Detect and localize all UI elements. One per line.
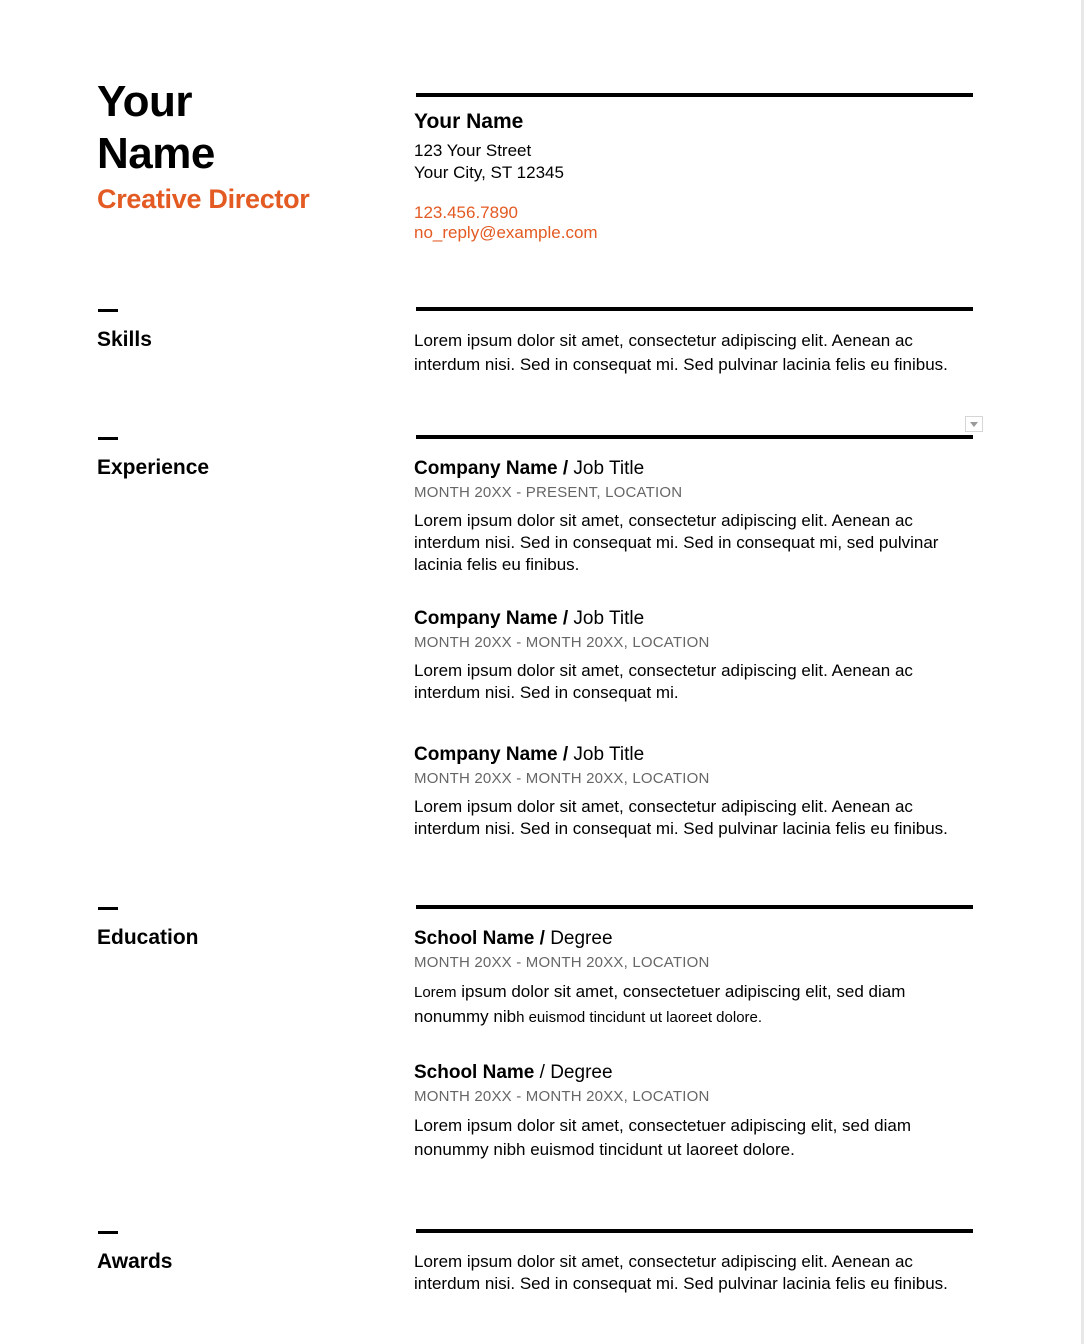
awards-label: Awards	[97, 1250, 173, 1273]
degree: / Degree	[534, 1062, 613, 1083]
awards-rule	[416, 1229, 973, 1233]
skills-label: Skills	[97, 328, 152, 351]
entry-description: Lorem ipsum dolor sit amet, consectetur adipiscing elit. Aenean ac interdum nisi. Sed in consequat mi.	[414, 661, 913, 702]
job-title: Job Title	[568, 608, 645, 629]
education-dash	[98, 907, 118, 910]
experience-label: Experience	[97, 456, 210, 479]
entry-dates-location: MONTH 20XX - MONTH 20XX, LOCATION	[414, 634, 710, 651]
awards-section	[414, 1251, 974, 1295]
school-name: School Name /	[414, 928, 545, 949]
education-entry	[414, 927, 974, 1030]
degree: Degree	[544, 928, 613, 949]
company-name: Company Name /	[414, 608, 569, 629]
experience-rule	[416, 435, 973, 439]
desc-part-c: h euismod tincidunt ut laoreet dolore.	[516, 1009, 763, 1026]
entry-description	[414, 980, 974, 1030]
contact-street: 123 Your Street	[414, 141, 532, 160]
entry-description: Lorem ipsum dolor sit amet, consectetur adipiscing elit. Aenean ac interdum nisi. Sed in consequat mi. Sed pulvinar lacinia felis eu finibus.	[414, 797, 948, 838]
contact-name: Your Name	[414, 110, 524, 133]
experience-dash	[98, 437, 118, 440]
job-title: Job Title	[568, 744, 645, 765]
contact-email[interactable]: no_reply@example.com	[414, 223, 598, 242]
company-name: Company Name /	[414, 458, 569, 479]
school-name: School Name	[414, 1062, 535, 1083]
role-title: Creative Director	[97, 184, 310, 214]
entry-dates-location: MONTH 20XX - MONTH 20XX, LOCATION	[414, 954, 710, 971]
chevron-down-icon[interactable]	[965, 416, 983, 432]
desc-part-a: Lorem	[414, 984, 457, 1001]
awards-text: Lorem ipsum dolor sit amet, consectetur adipiscing elit. Aenean ac interdum nisi. Sed in consequat mi. Sed pulvinar lacinia felis eu finibus.	[414, 1252, 948, 1293]
contact-city: Your City, ST 12345	[414, 163, 564, 182]
skills-rule	[416, 307, 973, 311]
skills-text: Lorem ipsum dolor sit amet, consectetur adipiscing elit. Aenean ac interdum nisi. Sed in consequat mi. Sed pulvinar lacinia felis eu finibus.	[414, 331, 948, 374]
experience-entry	[414, 743, 974, 840]
entry-dates-location: MONTH 20XX - PRESENT, LOCATION	[414, 484, 683, 501]
education-entry	[414, 1061, 974, 1162]
name-line-1: Your	[97, 77, 192, 126]
entry-title	[414, 1061, 974, 1085]
contact-rule	[416, 93, 973, 97]
skills-dash	[98, 309, 118, 312]
entry-title	[414, 927, 974, 951]
entry-dates-location: MONTH 20XX - MONTH 20XX, LOCATION	[414, 770, 710, 787]
entry-dates-location: MONTH 20XX - MONTH 20XX, LOCATION	[414, 1088, 710, 1105]
education-rule	[416, 905, 973, 909]
experience-entry	[414, 607, 974, 704]
skills-section	[414, 329, 974, 376]
job-title: Job Title	[568, 458, 645, 479]
desc-part-b: ipsum dolor sit amet, consectetuer adipiscing elit, sed diam nonummy nib	[414, 982, 906, 1026]
education-label: Education	[97, 926, 199, 949]
experience-entry	[414, 457, 974, 576]
resume-name-heading	[97, 76, 397, 180]
entry-title	[414, 457, 974, 481]
name-line-2: Name	[97, 129, 215, 178]
entry-description: Lorem ipsum dolor sit amet, consectetuer adipiscing elit, sed diam nonummy nibh euismod tincidunt ut laoreet dolore.	[414, 1116, 912, 1159]
entry-title	[414, 607, 974, 631]
entry-title	[414, 743, 974, 767]
entry-description: Lorem ipsum dolor sit amet, consectetur adipiscing elit. Aenean ac interdum nisi. Sed in consequat mi. Sed in consequat mi, sed pulvinar lacinia felis eu finibus.	[414, 511, 939, 574]
awards-dash	[98, 1231, 118, 1234]
company-name: Company Name /	[414, 744, 569, 765]
contact-phone[interactable]: 123.456.7890	[414, 203, 518, 222]
